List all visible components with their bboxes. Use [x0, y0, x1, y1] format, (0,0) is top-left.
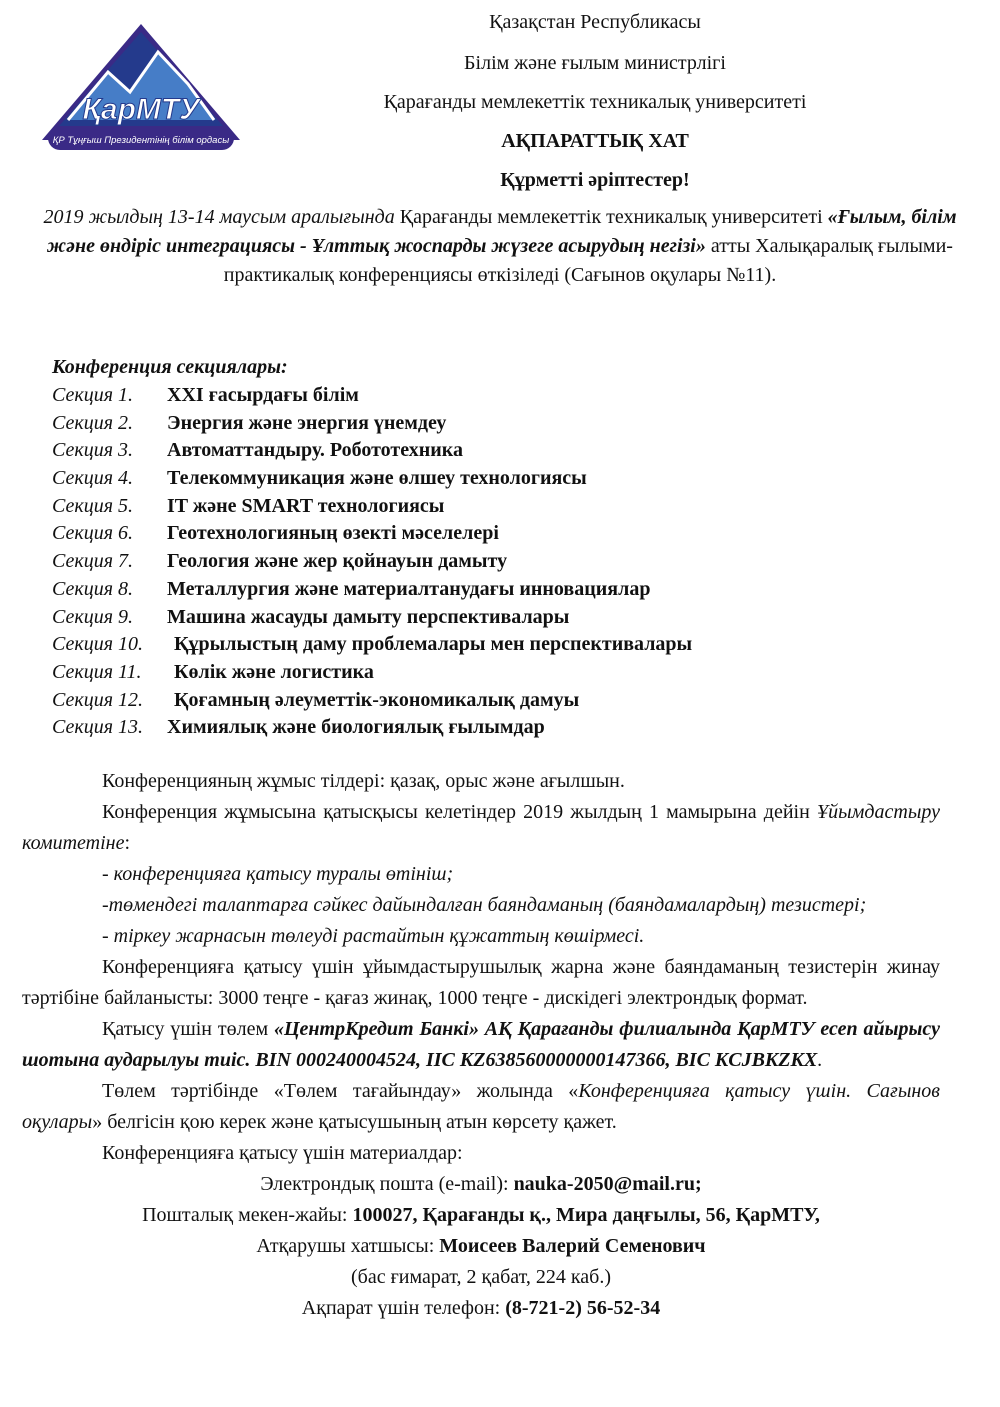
conference-title: «Ғылым, білім және өндіріс интеграциясы - Ұлттық жоспарды жүзеге асырудың негізі» — [47, 206, 957, 257]
section-number: Секция 6. — [52, 522, 134, 545]
logo-name: ҚарМТУ — [82, 93, 200, 126]
address-label: Пошталық мекен-жайы: — [142, 1204, 353, 1226]
section-number: Секция 10. — [52, 633, 144, 656]
email-line — [22, 1169, 940, 1200]
intro-paragraph — [24, 203, 976, 290]
section-item — [52, 382, 692, 410]
section-name: Химиялық және биологиялық ғылымдар — [167, 716, 545, 739]
section-name: Автоматтандыру. Робототехника — [167, 439, 463, 462]
phone-line — [22, 1293, 940, 1324]
secretary-label: Атқарушы хатшысы: — [256, 1235, 440, 1257]
postal-address-line — [22, 1200, 940, 1231]
requirement-theses: -төмендегі талаптарға сәйкес дайындалған баяндаманың (баяндамалардың) тезистері; — [102, 894, 867, 916]
intro-org: Қарағанды мемлекеттік техникалық университеті — [394, 206, 828, 228]
section-number: Секция 2. — [52, 411, 134, 434]
section-item — [52, 493, 692, 521]
fee-paragraph: Конференцияға қатысу үшін ұйымдастырушылық жарна және баяндаманың тезистерін жинау тәртібіне байланысты: 3000 теңге - қағаз жинақ, 1000 теңге - дискідегі электрондық формат. — [22, 956, 940, 1009]
section-name: Телекоммуникация және өлшеу технологиясы — [167, 467, 587, 490]
intro-rest: атты Халықаралық ғылыми-практикалық конференциясы өткізіледі (Сағынов оқулары №11). — [223, 235, 953, 286]
section-item — [52, 631, 692, 659]
requirement-application: - конференцияға қатысу туралы өтініш; — [102, 863, 454, 885]
section-number: Секция 8. — [52, 577, 134, 600]
logo-motto: ҚР Тұңғыш Президентінің білім ордасы — [52, 135, 230, 146]
section-name: Энергия және энергия үнемдеу — [167, 411, 447, 434]
section-name: Геотехнологияның өзекті мәселелері — [167, 522, 499, 545]
payment-end: . — [817, 1049, 823, 1071]
letter-body — [22, 766, 940, 1324]
section-item — [52, 714, 692, 742]
email-label: Электрондық пошта (e-mail): — [260, 1173, 514, 1195]
phone-label: Ақпарат үшін телефон: — [301, 1297, 506, 1319]
section-number: Секция 7. — [52, 550, 134, 573]
submission-text: Конференция жұмысына қатысқысы келетіндер 2019 жылдың 1 мамырына дейін — [102, 801, 817, 823]
section-name: Геология және жер қойнауын дамыту — [167, 550, 508, 573]
section-item — [52, 576, 692, 604]
order-rest: » белгісін қою керек және қатысушының атын көрсету қажет. — [92, 1111, 617, 1133]
requirement-payment-copy: - тіркеу жарнасын төлеуді растайтын құжаттың көшірмесі. — [102, 925, 645, 947]
section-item — [52, 410, 692, 438]
secretary-name: Моисеев Валерий Семенович — [439, 1235, 706, 1257]
section-name: Қоғамның әлеуметтік-экономикалық дамуы — [174, 688, 580, 711]
submission-colon: : — [124, 832, 131, 854]
header-ministry: Білім және ғылым министрлігі — [464, 52, 726, 74]
secretary-line — [22, 1231, 940, 1262]
section-number: Секция 4. — [52, 467, 134, 490]
order-purpose: Конференцияға қатысу үшін. Сағынов оқулары — [22, 1080, 940, 1133]
logo-emblem-icon — [38, 22, 244, 154]
materials-paragraph: Конференцияға қатысу үшін материалдар: — [102, 1142, 463, 1164]
intro-date: 2019 жылдың 13-14 маусым аралығында — [43, 206, 395, 228]
section-item — [52, 548, 692, 576]
section-name: IT және SMART технологиясы — [167, 494, 445, 517]
payment-paragraph — [22, 1014, 940, 1076]
languages-paragraph: Конференцияның жұмыс тілдері: қазақ, орыс және ағылшын. — [102, 770, 625, 792]
section-name: Көлік және логистика — [174, 660, 374, 683]
section-name: Металлургия және материалтанудағы инновациялар — [167, 577, 651, 600]
section-item — [52, 437, 692, 465]
section-number: Секция 13. — [52, 716, 144, 739]
section-item — [52, 520, 692, 548]
bank-details: «ЦентрКредит Банкі» АҚ Қарағанды филиалында ҚарМТУ есеп айырысу шотына аударылуы тиіс. BIN 000240004524, IIC KZ638560000000147366, BIC KCJBKZKX — [22, 1018, 941, 1071]
section-name: Құрылыстың даму проблемалары мен перспективалары — [174, 633, 693, 656]
university-logo — [38, 22, 244, 154]
phone-number: (8-721-2) 56-52-34 — [505, 1297, 661, 1319]
section-number: Секция 3. — [52, 439, 134, 462]
document-title: АҚПАРАТТЫҚ ХАТ — [501, 130, 689, 152]
organizing-committee: Ұйымдастыру комитетіне — [22, 801, 940, 854]
payment-order-paragraph — [22, 1076, 940, 1138]
postal-address: 100027, Қарағанды қ., Мира даңғылы, 56, ҚарМТУ, — [352, 1204, 820, 1226]
header-university: Қарағанды мемлекеттік техникалық университеті — [383, 91, 807, 113]
section-name: XXI ғасырдағы білім — [167, 384, 359, 406]
order-intro: Төлем тәртібінде «Төлем тағайындау» жолында « — [102, 1080, 579, 1102]
email-address: nauka-2050@mail.ru; — [513, 1173, 702, 1195]
section-item — [52, 604, 692, 632]
section-item — [52, 659, 692, 687]
header-country: Қазақстан Республикасы — [489, 11, 701, 33]
section-number: Секция 9. — [52, 605, 134, 628]
section-name: Машина жасауды дамыту перспективалары — [167, 605, 570, 628]
sections-list — [52, 382, 692, 742]
submission-paragraph — [22, 797, 940, 859]
greeting: Құрметті әріптестер! — [500, 169, 690, 191]
section-number: Секция 11. — [52, 660, 142, 683]
section-number: Секция 12. — [52, 688, 144, 711]
payment-intro: Қатысу үшін төлем — [102, 1018, 274, 1040]
sections-title: Конференция секциялары: — [52, 356, 288, 378]
section-item — [52, 687, 692, 715]
section-number: Секция 5. — [52, 494, 134, 517]
office-line: (бас ғимарат, 2 қабат, 224 каб.) — [351, 1266, 611, 1288]
section-item — [52, 465, 692, 493]
section-number: Секция 1. — [52, 384, 134, 406]
